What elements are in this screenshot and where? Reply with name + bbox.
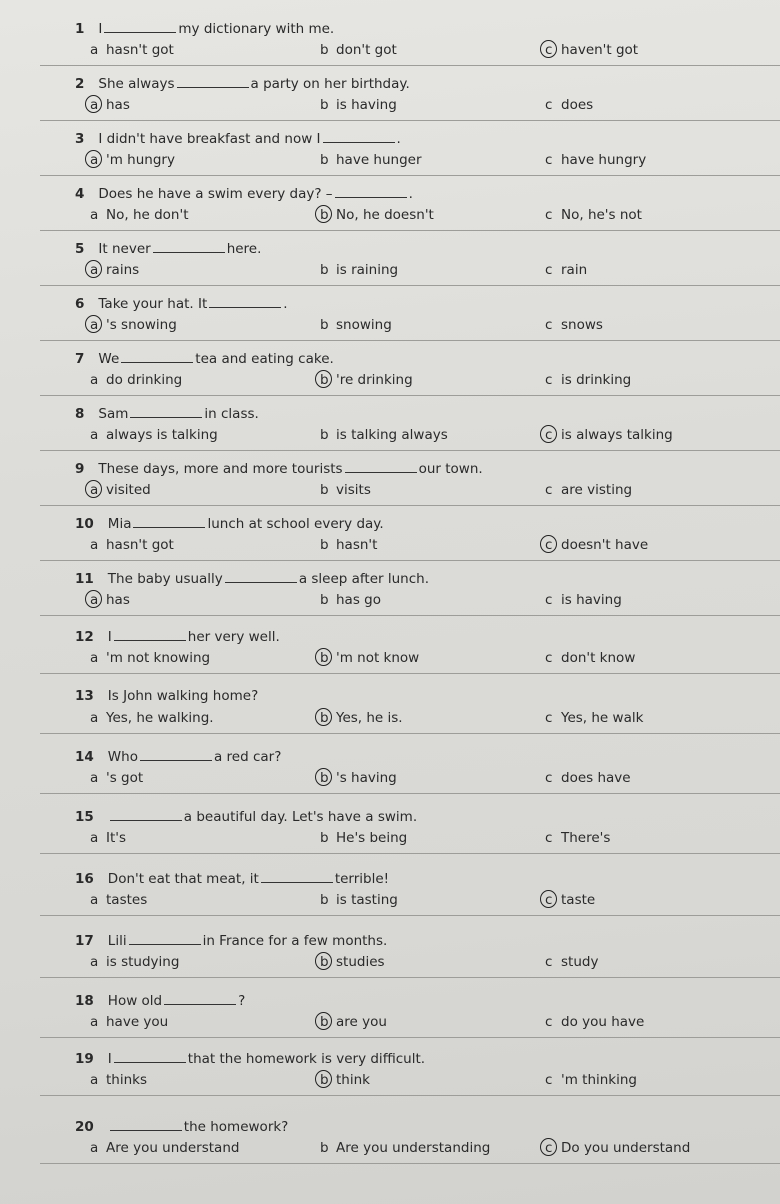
divider-line bbox=[40, 1037, 780, 1038]
option-c[interactable] bbox=[545, 892, 595, 908]
option-text: He's being bbox=[336, 830, 408, 846]
option-letter: c bbox=[545, 427, 561, 443]
option-letter: b bbox=[320, 710, 336, 726]
option-a[interactable] bbox=[90, 207, 188, 223]
answer-blank[interactable] bbox=[110, 1118, 182, 1131]
question-stem bbox=[75, 808, 417, 825]
answer-blank[interactable] bbox=[209, 295, 281, 308]
option-letter: b bbox=[320, 954, 336, 970]
option-letter: c bbox=[545, 1140, 561, 1156]
option-b[interactable] bbox=[320, 592, 381, 608]
option-b[interactable] bbox=[320, 710, 403, 726]
answer-blank[interactable] bbox=[110, 808, 182, 821]
stem-text-before: How old bbox=[107, 993, 163, 1009]
option-b[interactable] bbox=[320, 830, 407, 846]
stem-text-after: a red car? bbox=[213, 749, 282, 765]
option-text: does bbox=[561, 97, 594, 113]
stem-text-after: a party on her birthday. bbox=[250, 76, 410, 92]
question-number: 3 bbox=[75, 131, 85, 147]
option-letter: c bbox=[545, 317, 553, 333]
option-b[interactable] bbox=[320, 152, 422, 168]
option-letter: a bbox=[90, 1140, 99, 1156]
divider-line bbox=[40, 120, 780, 121]
option-text: are you bbox=[336, 1014, 387, 1030]
option-text: 're drinking bbox=[336, 372, 413, 388]
option-letter: c bbox=[545, 207, 553, 223]
answer-blank[interactable] bbox=[130, 405, 202, 418]
option-letter: c bbox=[545, 42, 561, 58]
question-number: 7 bbox=[75, 351, 85, 367]
stem-text-after: . bbox=[396, 131, 401, 147]
option-letter: b bbox=[320, 97, 329, 113]
option-letter: c bbox=[545, 770, 553, 786]
option-letter: b bbox=[320, 537, 329, 553]
option-a[interactable] bbox=[90, 1072, 147, 1088]
option-text: snows bbox=[561, 317, 603, 333]
divider-line bbox=[40, 853, 780, 854]
option-text: don't know bbox=[561, 650, 636, 666]
question-stem bbox=[75, 1118, 288, 1135]
answer-blank[interactable] bbox=[164, 992, 236, 1005]
stem-text-after: her very well. bbox=[187, 629, 280, 645]
stem-text-before: These days, more and more tourists bbox=[98, 461, 343, 477]
answer-blank[interactable] bbox=[177, 75, 249, 88]
option-text: Are you understand bbox=[106, 1140, 240, 1156]
option-letter: c bbox=[545, 482, 553, 498]
stem-text-after: . bbox=[283, 296, 288, 312]
option-a[interactable] bbox=[90, 372, 182, 388]
question-number: 1 bbox=[75, 21, 85, 37]
divider-line bbox=[40, 505, 780, 506]
option-c[interactable] bbox=[545, 710, 643, 726]
option-letter: c bbox=[545, 1014, 553, 1030]
divider-line bbox=[40, 1095, 780, 1096]
option-a[interactable] bbox=[90, 262, 139, 278]
option-letter: c bbox=[545, 710, 553, 726]
answer-blank[interactable] bbox=[345, 460, 417, 473]
option-text: 'm not know bbox=[336, 650, 420, 666]
option-b[interactable] bbox=[320, 42, 397, 58]
option-c[interactable] bbox=[545, 262, 587, 278]
stem-text-before: I bbox=[98, 21, 103, 37]
divider-line bbox=[40, 175, 780, 176]
option-letter: c bbox=[545, 592, 553, 608]
question-stem bbox=[75, 688, 258, 704]
divider-line bbox=[40, 560, 780, 561]
option-b[interactable] bbox=[320, 372, 413, 388]
stem-text-before: Sam bbox=[98, 406, 129, 422]
option-letter: b bbox=[320, 892, 329, 908]
option-text: studies bbox=[336, 954, 385, 970]
option-a[interactable] bbox=[90, 1140, 239, 1156]
option-b[interactable] bbox=[320, 892, 398, 908]
option-text: Yes, he walking. bbox=[106, 710, 214, 726]
option-letter: b bbox=[320, 262, 329, 278]
option-text: Are you understanding bbox=[336, 1140, 491, 1156]
question-stem bbox=[75, 130, 401, 147]
option-text: taste bbox=[561, 892, 596, 908]
option-b[interactable] bbox=[320, 262, 398, 278]
option-text: is having bbox=[336, 97, 397, 113]
option-b[interactable] bbox=[320, 650, 419, 666]
question-stem bbox=[75, 628, 280, 645]
option-a[interactable] bbox=[90, 892, 147, 908]
option-a[interactable] bbox=[90, 592, 130, 608]
stem-text-after: terrible! bbox=[334, 871, 390, 887]
stem-text-before: Lili bbox=[107, 933, 127, 949]
divider-line bbox=[40, 915, 780, 916]
option-text: No, he doesn't bbox=[336, 207, 434, 223]
stem-text-after: here. bbox=[226, 241, 262, 257]
option-text: 'm not knowing bbox=[106, 650, 211, 666]
option-letter: a bbox=[90, 592, 106, 608]
stem-text-before: She always bbox=[98, 76, 175, 92]
option-b[interactable] bbox=[320, 482, 371, 498]
option-letter: b bbox=[320, 372, 336, 388]
option-b[interactable] bbox=[320, 954, 385, 970]
option-text: visited bbox=[106, 482, 151, 498]
option-letter: b bbox=[320, 650, 336, 666]
option-text: haven't got bbox=[561, 42, 639, 58]
stem-text-before: Take your hat. It bbox=[98, 296, 208, 312]
option-c[interactable] bbox=[545, 592, 622, 608]
option-b[interactable] bbox=[320, 1140, 490, 1156]
stem-text-after: lunch at school every day. bbox=[207, 516, 384, 532]
option-b[interactable] bbox=[320, 770, 397, 786]
option-text: rain bbox=[561, 262, 588, 278]
divider-line bbox=[40, 673, 780, 674]
option-letter: c bbox=[545, 650, 553, 666]
option-a[interactable] bbox=[90, 830, 126, 846]
option-text: It's bbox=[106, 830, 127, 846]
option-letter: c bbox=[545, 954, 553, 970]
stem-text-before: Does he have a swim every day? – bbox=[98, 186, 333, 202]
stem-text-after: . bbox=[408, 186, 413, 202]
stem-text-before: Mia bbox=[107, 516, 132, 532]
option-text: have hungry bbox=[561, 152, 647, 168]
option-text: snowing bbox=[336, 317, 392, 333]
option-c[interactable] bbox=[545, 1140, 690, 1156]
question-number: 10 bbox=[75, 516, 94, 532]
option-letter: a bbox=[90, 97, 106, 113]
stem-text-before: We bbox=[98, 351, 120, 367]
option-a[interactable] bbox=[90, 427, 218, 443]
option-letter: b bbox=[320, 207, 336, 223]
question-stem bbox=[75, 515, 384, 532]
divider-line bbox=[40, 450, 780, 451]
option-text: 's got bbox=[106, 770, 144, 786]
stem-text-after: my dictionary with me. bbox=[178, 21, 335, 37]
question-number: 12 bbox=[75, 629, 94, 645]
option-b[interactable] bbox=[320, 317, 392, 333]
question-number: 19 bbox=[75, 1051, 94, 1067]
option-c[interactable] bbox=[545, 830, 610, 846]
question-number: 11 bbox=[75, 571, 94, 587]
option-text: 'm thinking bbox=[561, 1072, 638, 1088]
stem-text-before: It never bbox=[98, 241, 151, 257]
option-letter: c bbox=[545, 892, 561, 908]
divider-line bbox=[40, 1163, 780, 1164]
stem-text-after: a sleep after lunch. bbox=[298, 571, 429, 587]
option-letter: b bbox=[320, 1014, 336, 1030]
question-number: 17 bbox=[75, 933, 94, 949]
answer-blank[interactable] bbox=[153, 240, 225, 253]
option-letter: b bbox=[320, 482, 329, 498]
option-b[interactable] bbox=[320, 97, 397, 113]
option-text: There's bbox=[561, 830, 611, 846]
option-a[interactable] bbox=[90, 1014, 168, 1030]
divider-line bbox=[40, 395, 780, 396]
divider-line bbox=[40, 615, 780, 616]
stem-text-after: that the homework is very difficult. bbox=[187, 1051, 426, 1067]
question-stem bbox=[75, 295, 288, 312]
question-stem bbox=[75, 870, 389, 887]
answer-blank[interactable] bbox=[104, 20, 176, 33]
question-stem bbox=[75, 75, 410, 92]
question-number: 14 bbox=[75, 749, 94, 765]
option-letter: a bbox=[90, 830, 99, 846]
option-letter: c bbox=[545, 1072, 553, 1088]
option-letter: a bbox=[90, 317, 106, 333]
option-letter: a bbox=[90, 1072, 99, 1088]
option-letter: a bbox=[90, 42, 99, 58]
answer-blank[interactable] bbox=[129, 932, 201, 945]
option-a[interactable] bbox=[90, 152, 175, 168]
option-text: have you bbox=[106, 1014, 169, 1030]
option-b[interactable] bbox=[320, 1072, 370, 1088]
option-a[interactable] bbox=[90, 954, 179, 970]
question-stem bbox=[75, 748, 281, 765]
option-text: hasn't bbox=[336, 537, 378, 553]
stem-text-after: the homework? bbox=[183, 1119, 289, 1135]
question-number: 13 bbox=[75, 688, 94, 704]
question-stem bbox=[75, 570, 429, 587]
stem-text-before: The baby usually bbox=[107, 571, 223, 587]
answer-blank[interactable] bbox=[133, 515, 205, 528]
option-text: is drinking bbox=[561, 372, 632, 388]
option-letter: c bbox=[545, 372, 553, 388]
divider-line bbox=[40, 977, 780, 978]
option-b[interactable] bbox=[320, 1014, 387, 1030]
option-letter: b bbox=[320, 427, 329, 443]
divider-line bbox=[40, 793, 780, 794]
answer-blank[interactable] bbox=[114, 628, 186, 641]
question-stem bbox=[75, 240, 261, 257]
option-a[interactable] bbox=[90, 537, 174, 553]
option-text: has bbox=[106, 97, 130, 113]
option-letter: c bbox=[545, 537, 561, 553]
divider-line bbox=[40, 285, 780, 286]
question-number: 20 bbox=[75, 1119, 94, 1135]
question-stem bbox=[75, 350, 334, 367]
stem-text-before: Is John walking home? bbox=[107, 688, 259, 704]
option-text: is tasting bbox=[336, 892, 398, 908]
question-stem bbox=[75, 185, 413, 202]
option-letter: a bbox=[90, 892, 99, 908]
question-stem bbox=[75, 20, 334, 37]
option-letter: b bbox=[320, 592, 329, 608]
option-text: has go bbox=[336, 592, 381, 608]
question-stem bbox=[75, 405, 259, 422]
option-letter: b bbox=[320, 1140, 329, 1156]
option-text: is having bbox=[561, 592, 622, 608]
option-text: visits bbox=[336, 482, 371, 498]
question-number: 9 bbox=[75, 461, 85, 477]
option-text: doesn't have bbox=[561, 537, 649, 553]
option-c[interactable] bbox=[545, 650, 635, 666]
option-c[interactable] bbox=[545, 954, 598, 970]
option-letter: c bbox=[545, 152, 553, 168]
option-text: are visting bbox=[561, 482, 633, 498]
option-letter: c bbox=[545, 97, 553, 113]
question-number: 2 bbox=[75, 76, 85, 92]
question-number: 18 bbox=[75, 993, 94, 1009]
stem-text-after: ? bbox=[238, 993, 246, 1009]
stem-text-before: Don't eat that meat, it bbox=[107, 871, 259, 887]
option-b[interactable] bbox=[320, 207, 434, 223]
option-c[interactable] bbox=[545, 1014, 644, 1030]
option-text: does have bbox=[561, 770, 631, 786]
option-letter: a bbox=[90, 427, 99, 443]
divider-line bbox=[40, 230, 780, 231]
answer-blank[interactable] bbox=[261, 870, 333, 883]
option-text: is always talking bbox=[561, 427, 673, 443]
answer-blank[interactable] bbox=[225, 570, 297, 583]
option-text: 'm hungry bbox=[106, 152, 175, 168]
option-letter: a bbox=[90, 482, 106, 498]
stem-text-before: I bbox=[107, 629, 112, 645]
question-number: 8 bbox=[75, 406, 85, 422]
option-text: rains bbox=[106, 262, 140, 278]
stem-text-after: our town. bbox=[418, 461, 483, 477]
option-b[interactable] bbox=[320, 537, 377, 553]
option-a[interactable] bbox=[90, 97, 130, 113]
option-text: 's having bbox=[336, 770, 397, 786]
option-text: do drinking bbox=[106, 372, 183, 388]
answer-blank[interactable] bbox=[121, 350, 193, 363]
option-a[interactable] bbox=[90, 42, 174, 58]
stem-text-after: in class. bbox=[204, 406, 259, 422]
stem-text-before: I bbox=[107, 1051, 112, 1067]
question-number: 6 bbox=[75, 296, 85, 312]
option-c[interactable] bbox=[545, 770, 631, 786]
option-a[interactable] bbox=[90, 317, 177, 333]
question-stem bbox=[75, 460, 483, 477]
option-text: do you have bbox=[561, 1014, 645, 1030]
option-letter: b bbox=[320, 152, 329, 168]
option-a[interactable] bbox=[90, 710, 214, 726]
option-text: is talking always bbox=[336, 427, 448, 443]
option-b[interactable] bbox=[320, 427, 448, 443]
option-text: No, he don't bbox=[106, 207, 189, 223]
option-c[interactable] bbox=[545, 152, 646, 168]
answer-blank[interactable] bbox=[114, 1050, 186, 1063]
divider-line bbox=[40, 340, 780, 341]
option-letter: a bbox=[90, 710, 99, 726]
option-c[interactable] bbox=[545, 1072, 637, 1088]
option-letter: a bbox=[90, 1014, 99, 1030]
answer-blank[interactable] bbox=[140, 748, 212, 761]
option-c[interactable] bbox=[545, 537, 648, 553]
question-stem bbox=[75, 932, 387, 949]
option-a[interactable] bbox=[90, 770, 143, 786]
option-c[interactable] bbox=[545, 42, 638, 58]
answer-blank[interactable] bbox=[323, 130, 395, 143]
option-text: hasn't got bbox=[106, 42, 174, 58]
option-text: study bbox=[561, 954, 599, 970]
option-text: 's snowing bbox=[106, 317, 177, 333]
option-text: Yes, he is. bbox=[336, 710, 403, 726]
option-letter: b bbox=[320, 1072, 336, 1088]
option-letter: b bbox=[320, 317, 329, 333]
question-number: 5 bbox=[75, 241, 85, 257]
divider-line bbox=[40, 733, 780, 734]
option-c[interactable] bbox=[545, 317, 603, 333]
option-text: always is talking bbox=[106, 427, 218, 443]
option-a[interactable] bbox=[90, 482, 151, 498]
option-text: No, he's not bbox=[561, 207, 642, 223]
question-number: 15 bbox=[75, 809, 94, 825]
question-number: 4 bbox=[75, 186, 85, 202]
answer-blank[interactable] bbox=[335, 185, 407, 198]
option-text: is studying bbox=[106, 954, 180, 970]
option-text: thinks bbox=[106, 1072, 148, 1088]
option-text: hasn't got bbox=[106, 537, 174, 553]
option-letter: b bbox=[320, 830, 329, 846]
option-letter: a bbox=[90, 954, 99, 970]
option-text: Yes, he walk bbox=[561, 710, 644, 726]
option-letter: a bbox=[90, 537, 99, 553]
option-letter: a bbox=[90, 262, 106, 278]
option-c[interactable] bbox=[545, 427, 673, 443]
option-letter: a bbox=[90, 207, 99, 223]
option-c[interactable] bbox=[545, 97, 593, 113]
option-text: don't got bbox=[336, 42, 397, 58]
question-stem bbox=[75, 1050, 425, 1067]
question-stem bbox=[75, 992, 245, 1009]
option-text: have hunger bbox=[336, 152, 422, 168]
option-letter: a bbox=[90, 770, 99, 786]
option-letter: c bbox=[545, 830, 553, 846]
option-letter: b bbox=[320, 770, 336, 786]
option-c[interactable] bbox=[545, 482, 632, 498]
option-text: think bbox=[336, 1072, 370, 1088]
option-c[interactable] bbox=[545, 207, 642, 223]
option-letter: c bbox=[545, 262, 553, 278]
option-letter: b bbox=[320, 42, 329, 58]
question-number: 16 bbox=[75, 871, 94, 887]
divider-line bbox=[40, 65, 780, 66]
stem-text-before: Who bbox=[107, 749, 138, 765]
option-letter: a bbox=[90, 152, 106, 168]
option-text: Do you understand bbox=[561, 1140, 691, 1156]
option-letter: a bbox=[90, 372, 99, 388]
option-a[interactable] bbox=[90, 650, 210, 666]
option-text: is raining bbox=[336, 262, 399, 278]
option-text: has bbox=[106, 592, 130, 608]
stem-text-before: I didn't have breakfast and now I bbox=[98, 131, 321, 147]
option-c[interactable] bbox=[545, 372, 631, 388]
option-text: tastes bbox=[106, 892, 148, 908]
option-letter: a bbox=[90, 650, 99, 666]
stem-text-after: in France for a few months. bbox=[202, 933, 388, 949]
stem-text-after: a beautiful day. Let's have a swim. bbox=[183, 809, 418, 825]
stem-text-after: tea and eating cake. bbox=[195, 351, 334, 367]
